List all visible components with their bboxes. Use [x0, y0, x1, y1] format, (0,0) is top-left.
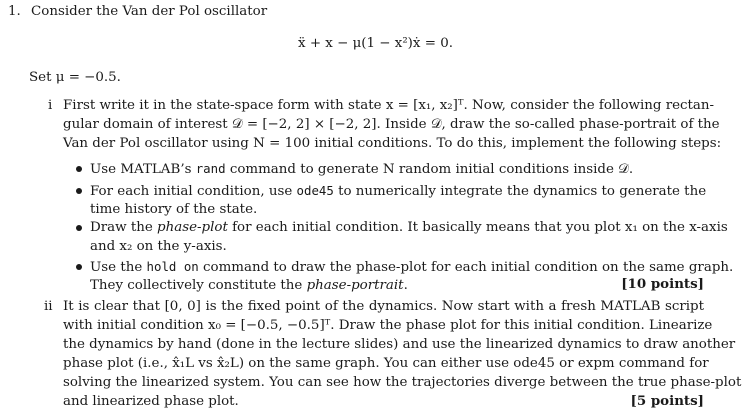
bullet-dot — [76, 166, 82, 172]
van-der-pol-equation: ẍ + x − μ(1 − x²)ẋ = 0. — [298, 36, 453, 51]
bullet-dot — [76, 225, 82, 231]
part-ii-line: and linearized phase plot. — [63, 394, 239, 409]
bullet-text: . — [403, 278, 408, 293]
part-i-label: i — [48, 98, 53, 113]
part-ii-line: It is clear that [0, 0] is the fixed point of the dynamics. Now start with a fresh MATLAB script — [63, 299, 704, 314]
bullet-line — [90, 218, 728, 237]
bullet-line — [90, 200, 257, 219]
bullet-text: Draw the — [90, 220, 158, 235]
part-ii-points: [5 points] — [630, 393, 704, 409]
code-keyword: hold on — [146, 259, 199, 274]
bullet-text: command to draw the phase-plot for each initial condition on the same graph. — [198, 260, 734, 275]
bullet-line — [90, 181, 707, 201]
part-ii-line: with initial condition x₀ = [−0.5, −0.5]ᵀ. Draw the phase plot for this initial condition. Linearize — [63, 318, 713, 333]
emphasis-term: phase-portrait — [306, 278, 404, 293]
bullet-line — [90, 257, 734, 277]
part-i-line: gular domain of interest 𝒟 = [−2, 2] × [−2, 2]. Inside 𝒟, draw the so-called phase-portrait of the — [63, 117, 720, 132]
bullet-text: They collectively constitute the — [90, 278, 307, 293]
bullet-text: For each initial condition, use — [90, 184, 297, 199]
bullet-line — [90, 276, 408, 295]
part-ii-line: solving the linearized system. You can see how the trajectories diverge between the true phase-plot — [63, 375, 742, 390]
bullet-line — [90, 237, 227, 256]
bullet-dot — [76, 188, 82, 194]
problem-intro: Consider the Van der Pol oscillator — [31, 4, 268, 19]
bullet-text: and x₂ on the y-axis. — [90, 239, 227, 254]
part-ii-line: the dynamics by hand (done in the lecture slides) and use the linearized dynamics to draw another — [63, 337, 736, 352]
bullet-text: command to generate N random initial conditions inside 𝒟. — [225, 162, 634, 177]
bullet-dot — [76, 264, 82, 270]
code-keyword: rand — [195, 161, 226, 176]
bullet-text: Use MATLAB’s — [90, 162, 196, 177]
bullet-text: for each initial condition. It basically means that you plot x₁ on the x-axis — [227, 220, 728, 235]
bullet-text: Use the — [90, 260, 147, 275]
part-ii-label: ii — [44, 299, 53, 314]
part-ii-line: phase plot (i.e., x̂₁L vs x̂₂L) on the same graph. You can either use ode45 or expm command for — [63, 356, 709, 371]
code-keyword: ode45 — [296, 183, 334, 198]
bullet-line — [90, 159, 633, 179]
bullet-text: to numerically integrate the dynamics to generate the — [333, 184, 707, 199]
emphasis-term: phase-plot — [157, 220, 228, 235]
parameter-setting: Set μ = −0.5. — [29, 70, 121, 85]
part-i-line: First write it in the state-space form with state x = [x₁, x₂]ᵀ. Now, consider the following rectan- — [63, 98, 715, 113]
part-i-points: [10 points] — [621, 276, 704, 292]
problem-header — [8, 2, 267, 21]
problem-number: 1. — [8, 4, 21, 19]
bullet-text: time history of the state. — [90, 202, 258, 217]
part-i-line: Van der Pol oscillator using N = 100 initial conditions. To do this, implement the following steps: — [63, 136, 722, 151]
